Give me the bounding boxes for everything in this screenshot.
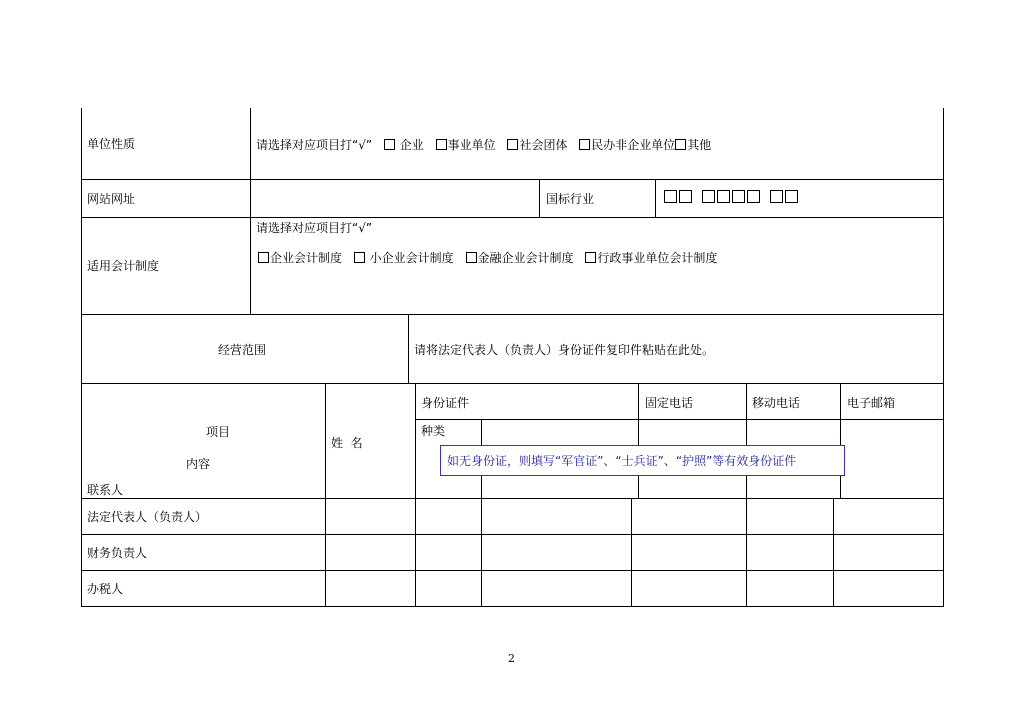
code-box[interactable] bbox=[732, 190, 745, 203]
col-divider bbox=[833, 498, 834, 607]
col-divider bbox=[415, 383, 416, 607]
website-label: 网站网址 bbox=[87, 192, 136, 206]
code-box[interactable] bbox=[770, 190, 783, 203]
rule bbox=[415, 419, 944, 420]
option-enterprise: 企业 bbox=[399, 138, 424, 152]
checkbox-government-accounting[interactable] bbox=[585, 252, 596, 263]
option-government-accounting: 行政事业单位会计制度 bbox=[597, 251, 718, 265]
code-box[interactable] bbox=[702, 190, 715, 203]
table-border-left bbox=[81, 108, 82, 607]
business-scope-label: 经营范围 bbox=[218, 343, 267, 357]
rule bbox=[81, 383, 944, 384]
option-private-nonenterprise: 民办非企业单位 bbox=[591, 138, 676, 152]
col-divider bbox=[746, 383, 747, 607]
col-divider bbox=[250, 108, 251, 315]
col-divider bbox=[408, 314, 409, 384]
option-enterprise-accounting: 企业会计制度 bbox=[270, 251, 343, 265]
col-divider bbox=[631, 498, 632, 607]
option-small-enterprise-accounting: 小企业会计制度 bbox=[369, 251, 454, 265]
row-tax-agent: 办税人 bbox=[87, 582, 124, 596]
checkbox-financial-accounting[interactable] bbox=[466, 252, 477, 263]
col-divider bbox=[655, 179, 656, 218]
code-box[interactable] bbox=[717, 190, 730, 203]
table-border-right bbox=[943, 108, 944, 607]
col-divider bbox=[840, 383, 841, 499]
header-id-document: 身份证件 bbox=[421, 396, 470, 410]
rule bbox=[81, 498, 944, 499]
id-document-callout: 如无身份证，则填写“军官证”、“士兵证”、“护照”等有效身份证件 bbox=[440, 445, 845, 476]
rule bbox=[81, 570, 944, 571]
option-other: 其他 bbox=[687, 138, 712, 152]
accounting-instruction: 请选择对应项目打“√” bbox=[256, 221, 373, 235]
row-legal-representative: 法定代表人（负责人） bbox=[87, 510, 208, 524]
rule bbox=[81, 179, 944, 180]
rule bbox=[81, 314, 944, 315]
row-finance-manager: 财务负责人 bbox=[87, 546, 148, 560]
code-box[interactable] bbox=[747, 190, 760, 203]
unit-instruction: 请选择对应项目打“√” bbox=[256, 138, 373, 152]
accounting-label: 适用会计制度 bbox=[87, 259, 160, 273]
header-content: 内容 bbox=[186, 457, 211, 471]
col-divider bbox=[539, 179, 540, 218]
checkbox-private-nonenterprise[interactable] bbox=[579, 139, 590, 150]
code-box[interactable] bbox=[679, 190, 692, 203]
header-mobile: 移动电话 bbox=[752, 396, 801, 410]
option-social-group: 社会团体 bbox=[519, 138, 568, 152]
option-financial-accounting: 金融企业会计制度 bbox=[477, 251, 574, 265]
col-divider bbox=[325, 383, 326, 607]
checkbox-public-institution[interactable] bbox=[436, 139, 447, 150]
code-box[interactable] bbox=[785, 190, 798, 203]
header-fixed-phone: 固定电话 bbox=[645, 396, 694, 410]
accounting-options bbox=[258, 251, 717, 265]
rule bbox=[81, 606, 944, 607]
header-item: 项目 bbox=[206, 425, 231, 439]
checkbox-enterprise[interactable] bbox=[384, 139, 395, 150]
page-number: 2 bbox=[508, 652, 515, 665]
rule bbox=[81, 534, 944, 535]
code-box[interactable] bbox=[664, 190, 677, 203]
id-copy-note: 请将法定代表人（负责人）身份证件复印件粘贴在此处。 bbox=[414, 343, 715, 357]
option-public-institution: 事业单位 bbox=[447, 138, 496, 152]
unit-nature-options bbox=[256, 138, 711, 152]
industry-label: 国标行业 bbox=[546, 192, 595, 206]
checkbox-small-enterprise-accounting[interactable] bbox=[354, 252, 365, 263]
unit-nature-label: 单位性质 bbox=[87, 137, 136, 151]
col-divider bbox=[638, 383, 639, 499]
header-name: 姓 名 bbox=[331, 436, 363, 450]
header-id-type: 种类 bbox=[421, 424, 446, 438]
checkbox-social-group[interactable] bbox=[507, 139, 518, 150]
header-email: 电子邮箱 bbox=[847, 396, 896, 410]
industry-code-boxes[interactable] bbox=[664, 190, 800, 204]
header-contact: 联系人 bbox=[87, 483, 124, 497]
rule bbox=[81, 217, 944, 218]
checkbox-enterprise-accounting[interactable] bbox=[258, 252, 269, 263]
checkbox-other[interactable] bbox=[675, 139, 686, 150]
